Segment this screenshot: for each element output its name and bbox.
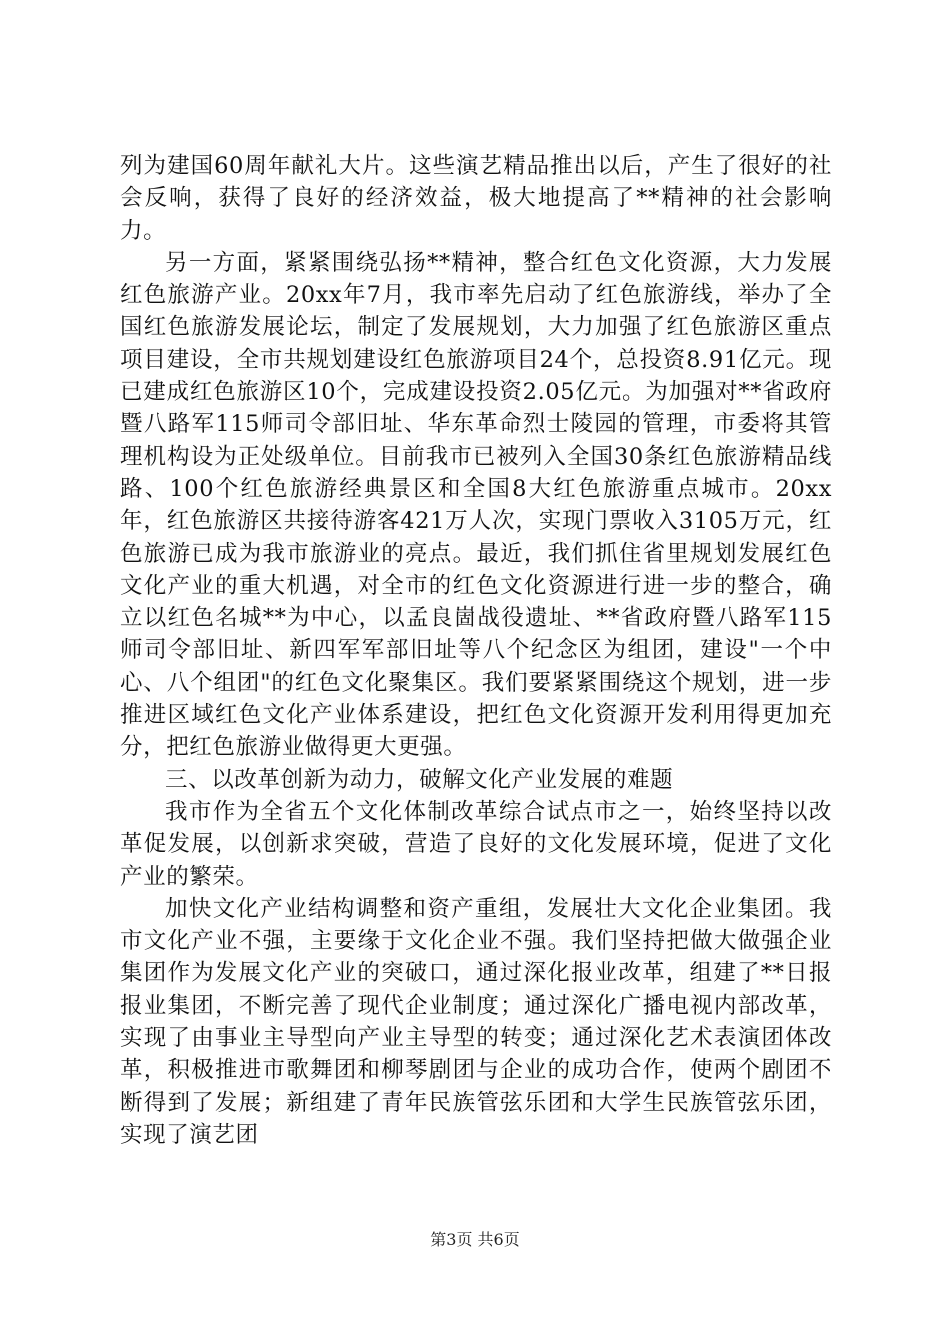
- body-text: [120, 150, 832, 1151]
- paragraph-pilot-city: 我市作为全省五个文化体制改革综合试点市之一，始终坚持以改革促发展，以创新求突破，营造了良好的文化发展环境，促进了文化产业的繁荣。: [120, 798, 832, 890]
- paragraph-continuation: 列为建国60周年献礼大片。这些演艺精品推出以后，产生了很好的社会反响，获得了良好的经济效益，极大地提高了**精神的社会影响力。: [120, 153, 832, 244]
- page-number: 第3页 共6页: [430, 1230, 520, 1249]
- page-footer: [0, 1230, 950, 1250]
- paragraph-industry-restructure: 加快文化产业结构调整和资产重组，发展壮大文化企业集团。我市文化产业不强，主要缘于文化企业不强。我们坚持把做大做强企业集团作为发展文化产业的突破口，通过深化报业改革，组建了**日报报业集团，不断完善了现代企业制度；通过深化广播电视内部改革，实现了由事业主导型向产业主导型的转变；通过深化艺术表演团体改革，积极推进市歌舞团和柳琴剧团与企业的成功合作，使两个剧团不断得到了发展；新组建了青年民族管弦乐团和大学生民族管弦乐团，实现了演艺团: [120, 895, 832, 1148]
- paragraph-red-tourism: 另一方面，紧紧围绕弘扬**精神，整合红色文化资源，大力发展红色旅游产业。20xx年7月，我市率先启动了红色旅游线，举办了全国红色旅游发展论坛，制定了发展规划，大力加强了红色旅游区重点项目建设，全市共规划建设红色旅游项目24个，总投资8.91亿元。现已建成红色旅游区10个，完成建设投资2.05亿元。为加强对**省政府暨八路军115师司令部旧址、华东革命烈士陵园的管理，市委将其管理机构设为正处级单位。目前我市已被列入全国30条红色旅游精品线路、100个红色旅游经典景区和全国8大红色旅游重点城市。20xx年，红色旅游区共接待游客421万人次，实现门票收入3105万元，红色旅游已成为我市旅游业的亮点。最近，我们抓住省里规划发展红色文化产业的重大机遇，对全市的红色文化资源进行进一步的整合，确立以红色名城**为中心，以孟良崮战役遗址、**省政府暨八路军115师司令部旧址、新四军军部旧址等八个纪念区为组团，建设"一个中心、八个组团"的红色文化聚集区。我们要紧紧围绕这个规划，进一步推进区域红色文化产业体系建设，把红色文化资源开发利用得更加充分，把红色旅游业做得更大更强。: [120, 249, 832, 761]
- section-heading-reform: 三、以改革创新为动力，破解文化产业发展的难题: [165, 766, 674, 793]
